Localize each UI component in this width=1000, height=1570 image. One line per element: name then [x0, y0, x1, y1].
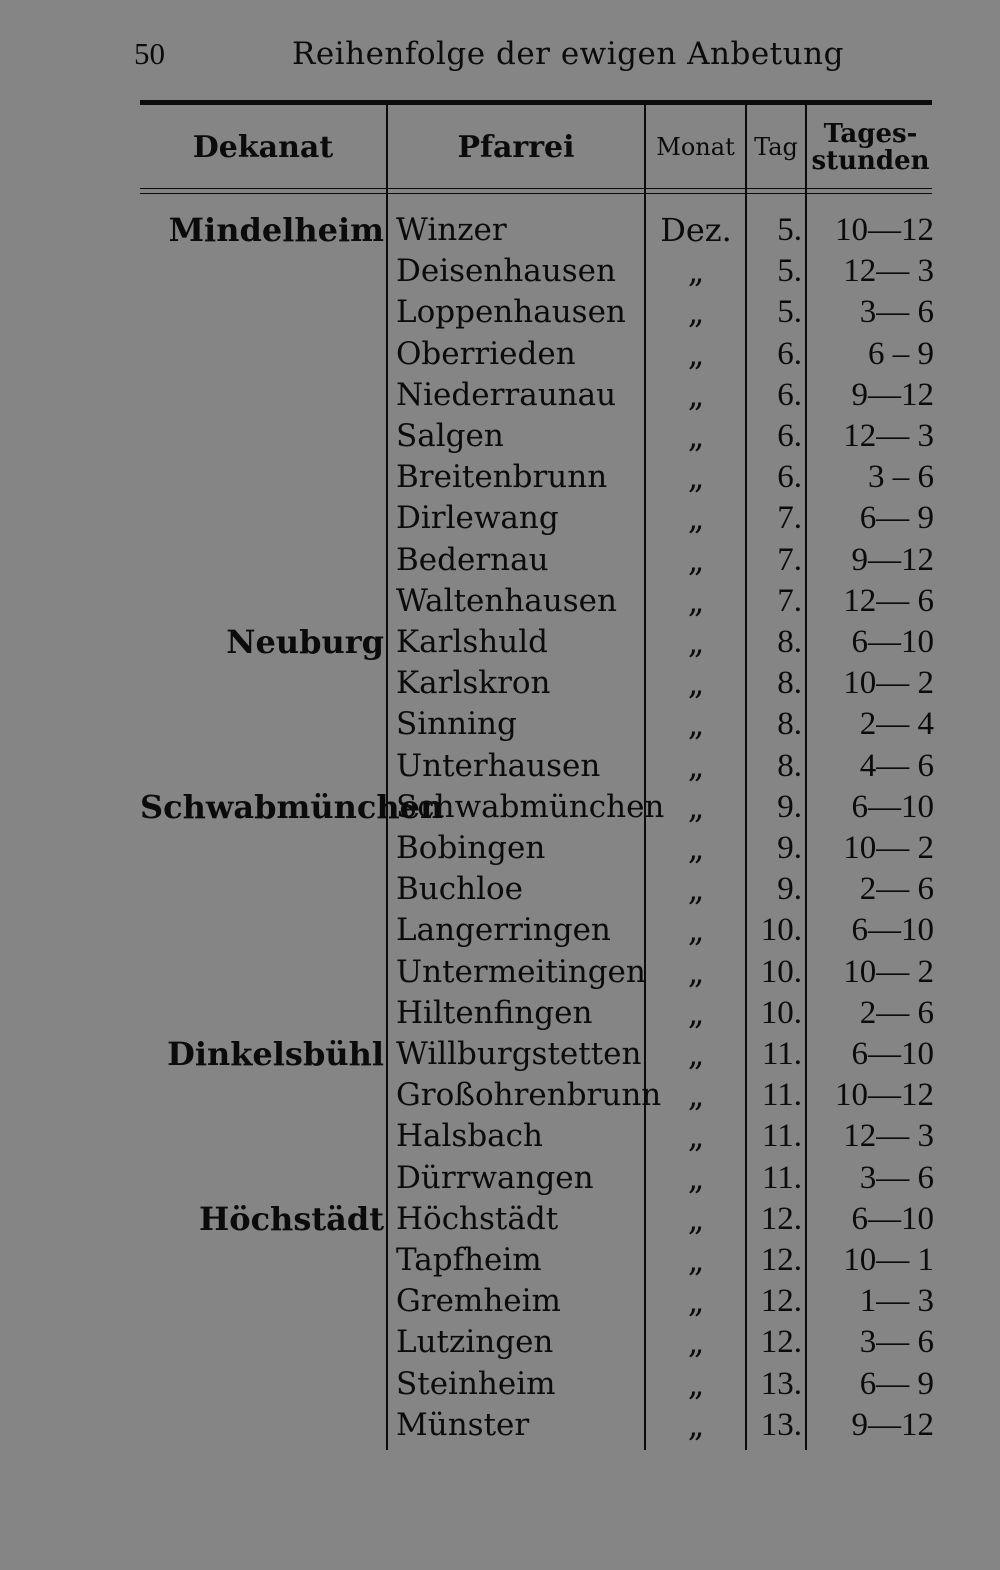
- table-row: [0, 1322, 1000, 1363]
- tagesstunden-cell: 12— 3: [843, 253, 934, 290]
- dekanat-cell: Dinkelsbühl: [167, 1035, 384, 1073]
- pfarrei-cell: Unterhausen: [396, 747, 601, 784]
- monat-cell: „: [687, 417, 705, 455]
- table-row: [0, 457, 1000, 498]
- monat-cell: „: [687, 499, 705, 538]
- pfarrei-cell: Niederraunau: [396, 376, 617, 413]
- monat-cell: „: [687, 293, 705, 332]
- tagesstunden-cell: 1— 3: [859, 1283, 934, 1320]
- table-row: [0, 704, 1000, 745]
- tagesstunden-cell: 6— 9: [859, 1365, 934, 1402]
- dekanat-cell: Neuburg: [226, 623, 384, 661]
- header-tagesstunden-line2: stunden: [811, 146, 930, 176]
- tagesstunden-cell: 6—10: [851, 788, 934, 825]
- tag-cell: 11.: [761, 1077, 802, 1114]
- header-tagesstunden-line1: Tages-: [823, 118, 918, 149]
- table-row: [0, 251, 1000, 292]
- tag-cell: 10.: [760, 994, 802, 1031]
- pfarrei-cell: Oberrieden: [396, 335, 576, 372]
- tagesstunden-cell: 10— 2: [843, 830, 934, 866]
- pfarrei-cell: Waltenhausen: [396, 582, 617, 619]
- monat-cell: „: [687, 1158, 705, 1197]
- tag-cell: 8.: [777, 706, 802, 743]
- monat-cell: „: [687, 1323, 705, 1362]
- pfarrei-cell: Halsbach: [396, 1118, 543, 1155]
- pfarrei-cell: Deisenhausen: [396, 253, 616, 290]
- pfarrei-cell: Steinheim: [396, 1365, 556, 1402]
- pfarrei-cell: Großohrenbrunn: [396, 1077, 662, 1114]
- tagesstunden-cell: 12— 3: [843, 418, 934, 454]
- tagesstunden-cell: 6—10: [851, 912, 934, 949]
- table-row: [0, 540, 1000, 581]
- table-row: [0, 869, 1000, 910]
- tagesstunden-cell: 10— 2: [843, 665, 934, 702]
- dekanat-cell: Mindelheim: [168, 211, 384, 249]
- table-row: [0, 210, 1000, 251]
- pfarrei-cell: Gremheim: [396, 1283, 561, 1320]
- monat-cell: „: [687, 252, 705, 291]
- monat-cell: „: [687, 334, 705, 373]
- table-row: [0, 1158, 1000, 1199]
- table-row: [0, 993, 1000, 1034]
- pfarrei-cell: Winzer: [396, 212, 507, 248]
- top-rule: [140, 100, 932, 105]
- tagesstunden-cell: 10—12: [835, 1077, 934, 1114]
- tagesstunden-cell: 6 – 9: [868, 335, 934, 372]
- tagesstunden-cell: 12— 3: [843, 1118, 934, 1155]
- table-row: [0, 952, 1000, 993]
- tag-cell: 10.: [760, 912, 802, 949]
- monat-cell: „: [687, 664, 705, 703]
- monat-cell: „: [687, 1076, 705, 1115]
- pfarrei-cell: Dirlewang: [396, 500, 559, 537]
- table-row: [0, 1364, 1000, 1405]
- monat-cell: „: [687, 1405, 705, 1444]
- monat-cell: „: [687, 581, 705, 620]
- tagesstunden-cell: 3— 6: [859, 1324, 934, 1361]
- tagesstunden-cell: 9—12: [851, 1406, 934, 1443]
- page-number: 50: [134, 36, 165, 71]
- pfarrei-cell: Breitenbrunn: [396, 459, 608, 496]
- dekanat-cell: Höchstädt: [198, 1199, 384, 1238]
- monat-cell: „: [687, 911, 705, 950]
- dekanat-cell: Schwabmünchen: [140, 787, 444, 826]
- tag-cell: 7.: [777, 500, 802, 537]
- table-row: [0, 416, 1000, 457]
- pfarrei-cell: Sinning: [396, 706, 517, 743]
- tag-cell: 8.: [777, 747, 802, 784]
- table-row: [0, 828, 1000, 869]
- tagesstunden-cell: 2— 4: [859, 706, 934, 743]
- table-row: [0, 292, 1000, 333]
- table-row: [0, 663, 1000, 704]
- table-row: [0, 910, 1000, 951]
- tag-cell: 12.: [760, 1283, 802, 1320]
- monat-cell: „: [687, 1117, 705, 1156]
- pfarrei-cell: Langerringen: [396, 912, 611, 949]
- monat-cell: „: [687, 870, 705, 909]
- tag-cell: 8.: [777, 665, 802, 702]
- monat-cell: Dez.: [660, 211, 732, 249]
- pfarrei-cell: Tapfheim: [396, 1242, 542, 1278]
- tagesstunden-cell: 2— 6: [859, 994, 934, 1031]
- monat-cell: „: [687, 1035, 705, 1073]
- table-row: [0, 375, 1000, 416]
- tag-cell: 9.: [777, 871, 802, 908]
- table-row: [0, 787, 1000, 828]
- pfarrei-cell: Untermeitingen: [396, 953, 646, 990]
- monat-cell: „: [687, 1199, 705, 1238]
- tagesstunden-cell: 10— 2: [843, 953, 934, 990]
- tag-cell: 12.: [760, 1242, 802, 1278]
- table-row: [0, 1281, 1000, 1322]
- pfarrei-cell: Salgen: [396, 418, 504, 454]
- pfarrei-cell: Münster: [396, 1406, 530, 1443]
- table-row: [0, 1199, 1000, 1240]
- tagesstunden-cell: 9—12: [851, 376, 934, 413]
- tag-cell: 11.: [761, 1159, 802, 1196]
- monat-cell: „: [687, 375, 705, 414]
- tag-cell: 6.: [777, 418, 802, 454]
- tag-cell: 6.: [777, 335, 802, 372]
- header-tag: Tag: [754, 133, 798, 162]
- pfarrei-cell: Bobingen: [396, 830, 546, 866]
- tag-cell: 6.: [777, 459, 802, 496]
- table-row: [0, 622, 1000, 663]
- tag-cell: 7.: [777, 582, 802, 619]
- tagesstunden-cell: 4— 6: [859, 747, 934, 784]
- pfarrei-cell: Loppenhausen: [396, 294, 626, 331]
- tagesstunden-cell: 6—10: [851, 1036, 934, 1072]
- pfarrei-cell: Bedernau: [396, 541, 549, 578]
- table-row: [0, 1075, 1000, 1116]
- table-row: [0, 1034, 1000, 1075]
- tag-cell: 5.: [777, 253, 802, 290]
- tag-cell: 5.: [777, 294, 802, 331]
- tag-cell: 7.: [777, 541, 802, 578]
- tagesstunden-cell: 2— 6: [859, 871, 934, 908]
- tag-cell: 9.: [777, 788, 802, 825]
- monat-cell: „: [687, 1364, 705, 1403]
- table-row: [0, 334, 1000, 375]
- monat-cell: „: [687, 829, 705, 867]
- pfarrei-cell: Schwabmünchen: [396, 788, 665, 825]
- monat-cell: „: [687, 787, 705, 826]
- header-dekanat: Dekanat: [192, 130, 334, 166]
- running-title: Reihenfolge der ewigen Anbetung: [292, 36, 844, 72]
- tagesstunden-cell: 10— 1: [843, 1242, 934, 1278]
- pfarrei-cell: Hiltenfingen: [396, 994, 593, 1031]
- pfarrei-cell: Karlshuld: [396, 624, 548, 660]
- monat-cell: „: [687, 952, 705, 991]
- tagesstunden-cell: 6—10: [851, 624, 934, 660]
- pfarrei-cell: Dürrwangen: [396, 1159, 594, 1196]
- monat-cell: „: [687, 540, 705, 579]
- tag-cell: 10.: [760, 953, 802, 990]
- monat-cell: „: [687, 1282, 705, 1321]
- tag-cell: 11.: [761, 1036, 802, 1072]
- tag-cell: 12.: [760, 1324, 802, 1361]
- tag-cell: 5.: [777, 212, 802, 248]
- header-tagesstunden: [807, 110, 934, 186]
- tag-cell: 12.: [760, 1200, 802, 1237]
- header-monat: Monat: [656, 133, 735, 162]
- monat-cell: „: [687, 623, 705, 661]
- tag-cell: 13.: [760, 1406, 802, 1443]
- tagesstunden-cell: 3 – 6: [868, 459, 934, 496]
- tagesstunden-cell: 10—12: [835, 212, 934, 248]
- tag-cell: 9.: [777, 830, 802, 866]
- monat-cell: „: [687, 993, 705, 1032]
- pfarrei-cell: Willburgstetten: [396, 1036, 642, 1072]
- pfarrei-cell: Lutzingen: [396, 1324, 554, 1361]
- tag-cell: 13.: [760, 1365, 802, 1402]
- tag-cell: 8.: [777, 624, 802, 660]
- header-pfarrei: Pfarrei: [457, 130, 575, 166]
- table-row: [0, 1116, 1000, 1157]
- table-row: [0, 498, 1000, 539]
- tag-cell: 11.: [761, 1118, 802, 1155]
- monat-cell: „: [687, 705, 705, 744]
- pfarrei-cell: Karlskron: [396, 665, 551, 702]
- pfarrei-cell: Buchloe: [396, 871, 523, 908]
- monat-cell: „: [687, 1241, 705, 1279]
- table-row: [0, 1405, 1000, 1446]
- monat-cell: „: [687, 746, 705, 785]
- table-row: [0, 746, 1000, 787]
- tagesstunden-cell: 6— 9: [859, 500, 934, 537]
- header-double-rule: [140, 188, 932, 194]
- tag-cell: 6.: [777, 376, 802, 413]
- pfarrei-cell: Höchstädt: [396, 1200, 559, 1237]
- table-row: [0, 1240, 1000, 1281]
- tagesstunden-cell: 9—12: [851, 541, 934, 578]
- table-row: [0, 581, 1000, 622]
- monat-cell: „: [687, 458, 705, 497]
- tagesstunden-cell: 3— 6: [859, 1159, 934, 1196]
- tagesstunden-cell: 6—10: [851, 1200, 934, 1237]
- tagesstunden-cell: 3— 6: [859, 294, 934, 331]
- tagesstunden-cell: 12— 6: [843, 582, 934, 619]
